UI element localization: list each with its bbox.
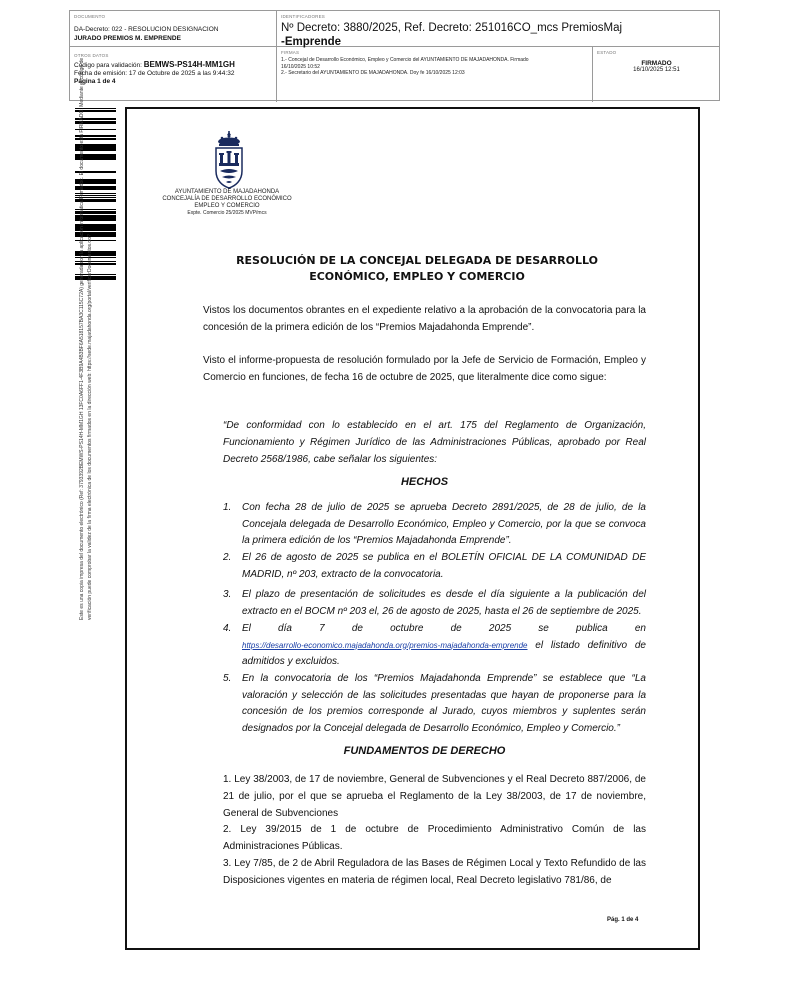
fundamento-item: 1. Ley 38/2003, de 17 de noviembre, General de Subvenciones y el Real Decreto 887/2006, de 21 de julio, por el que se aprueba el Reglamento de la Ley 38/2003, de 17 de noviembre, General de Subvenciones [223,774,646,819]
paragraph-visto-informe: Visto el informe-propuesta de resolución formulado por la Jefe de Servicio de Formación, Empleo y Comercio en funciones, de fecha 16 de octubre de 2025, que literalmente dice como sigue: [203,355,646,383]
otros-datos-cell [70,47,277,102]
estado-cell [593,47,720,102]
premios-emprende-link[interactable]: https://desarrollo-economico.majadahonda.org/premios-majadahonda-emprende [242,640,528,650]
fundamento-item: 3. Ley 7/85, de 2 de Abril Reguladora de las Bases de Régimen Local y Texto Refundido de las Disposiciones vigentes en materia de régimen local, Real Decreto legislativo 781/86, de [223,858,646,886]
documento-cell [70,11,277,47]
identificadores-label: IDENTIFICADORES [281,14,326,19]
decreto-number: Nº Decreto: 3880/2025, Ref. Decreto: 251016CO_mcs PremiosMaj -Emprende [281,22,623,48]
codigo-label: Código para validación: [74,62,142,69]
firmas-label: FIRMAS [281,50,300,55]
firma-1-date: 16/10/2025 10:52 [281,63,320,70]
documento-name: DA-Decreto: 022 - RESOLUCION DESIGNACION JURADO PREMIOS M. EMPRENDE [74,26,219,42]
otros-label: OTROS DATOS [74,53,109,58]
side-text-line-1: Este es una copia impresa del documento electrónico (Ref: 3793392BEMWS-PS14H-MM1GH 13FC0A6FF1-4F3B9A4B3BF6A518157BA3C115C72A) generada con la aplicación informática Firmadoc. El documento está FIRMADO. Mediante el código de [79,57,85,620]
paragraph-vistos: Vistos los documentos obrantes en el expediente relativo a la aprobación de la convocatoria para la concesión de la primera edición de los “Premios Majadahonda Emprende”. [203,305,646,333]
resolution-title: RESOLUCIÓN DE LA CONCEJAL DELEGADA DE DESARROLLO ECONÓMICO, EMPLEO Y COMERCIO [236,254,598,283]
estado-label: ESTADO [597,50,617,55]
identificadores-cell [277,11,720,47]
page-number: Pág. 1 de 4 [607,917,639,923]
codigo-value: BEMWS-PS14H-MM1GH [143,60,235,69]
hecho-item: 1. Con fecha 28 de julio de 2025 se aprueba Decreto 2891/2025, de 28 de julio, de la Concejala delegada de Desarrollo Económico, Empleo y Comercio, por la que se convoca la primera edición de los “Premios Majadahonda Emprende”. [223,502,646,546]
org-line-3: EMPLEO Y COMERCIO [194,203,260,209]
fundamentos-heading: FUNDAMENTOS DE DERECHO [343,745,506,757]
quote-intro: “De conformidad con lo establecido en el art. 175 del Reglamento de Organización, Funcionamiento y Régimen Jurídico de las Administraciones Públicas, aprobado por Real Decreto 2568/1986, cabe señalar los siguientes: [223,420,646,465]
organization-block [147,189,307,217]
estado-value: FIRMADO [641,60,672,67]
fundamento-item: 2. Ley 39/2015 de 1 de octubre de Procedimiento Administrativo Común de las Administraciones Públicas. [223,824,646,852]
side-text-line-2: verificación puede comprobar la validez de la firma electrónica de los documentos firmados en la dirección web: https://sede.majadahonda.org/portal/verificarDocumentos.do? [87,234,93,620]
firma-1: 1.- Concejal de Desarrollo Económico, Empleo y Comercio del AYUNTAMIENTO DE MAJADAHONDA. Firmado [281,57,529,63]
org-line-2: CONCEJALÍA DE DESARROLLO ECONÓMICO [162,196,292,202]
majadahonda-crest-icon [205,131,253,191]
hecho-item: 4. El día 7 de octubre de 2025 se publica en https://desarrollo-economico.majadahonda.org/premios-majadahonda-emprende el listado definitivo de admitidos y excluidos. [223,623,646,667]
document-header [69,10,720,101]
hechos-heading: HECHOS [400,476,449,488]
pagina: Página 1 de 4 [74,78,116,85]
org-line-1: AYUNTAMIENTO DE MAJADAHONDA [174,189,280,195]
estado-date: 16/10/2025 12:51 [633,67,680,73]
hecho-item: 5. En la convocatoria de los “Premios Majadahonda Emprende” se establece que “La valoración y selección de las solicitudes presentadas que hayan de proponerse para la concesión de los premios corresponde al Jurado, cuyos miembros y suplentes serán designados por la Concejal delegada de Desarrollo Económico, Empleo y Comercio.” [223,673,646,734]
hecho-item: 2. El 26 de agosto de 2025 se publica en el BOLETÍN OFICIAL DE LA COMUNIDAD DE MADRID, nº 203, extracto de la convocatoria. [223,552,646,580]
documento-label: DOCUMENTO [74,14,106,19]
hecho-item: 3. El plazo de presentación de solicitudes es desde el día siguiente a la publicación del extracto en el BOCM nº 203 el, 26 de agosto de 2025, hasta el 26 de septiembre de 2025. [223,589,646,617]
expediente-ref: Expte. Comercio 25/2025 MVP/mcs [187,210,267,216]
firma-2: 2.- Secretario del AYUNTAMIENTO DE MAJADAHONDA. Doy fe 16/10/2025 12:03 [281,70,465,76]
document-page [125,107,700,950]
firmas-cell [277,47,593,102]
fecha-emision: Fecha de emisión: 17 de Octubre de 2025 a las 9:44:32 [74,70,235,77]
